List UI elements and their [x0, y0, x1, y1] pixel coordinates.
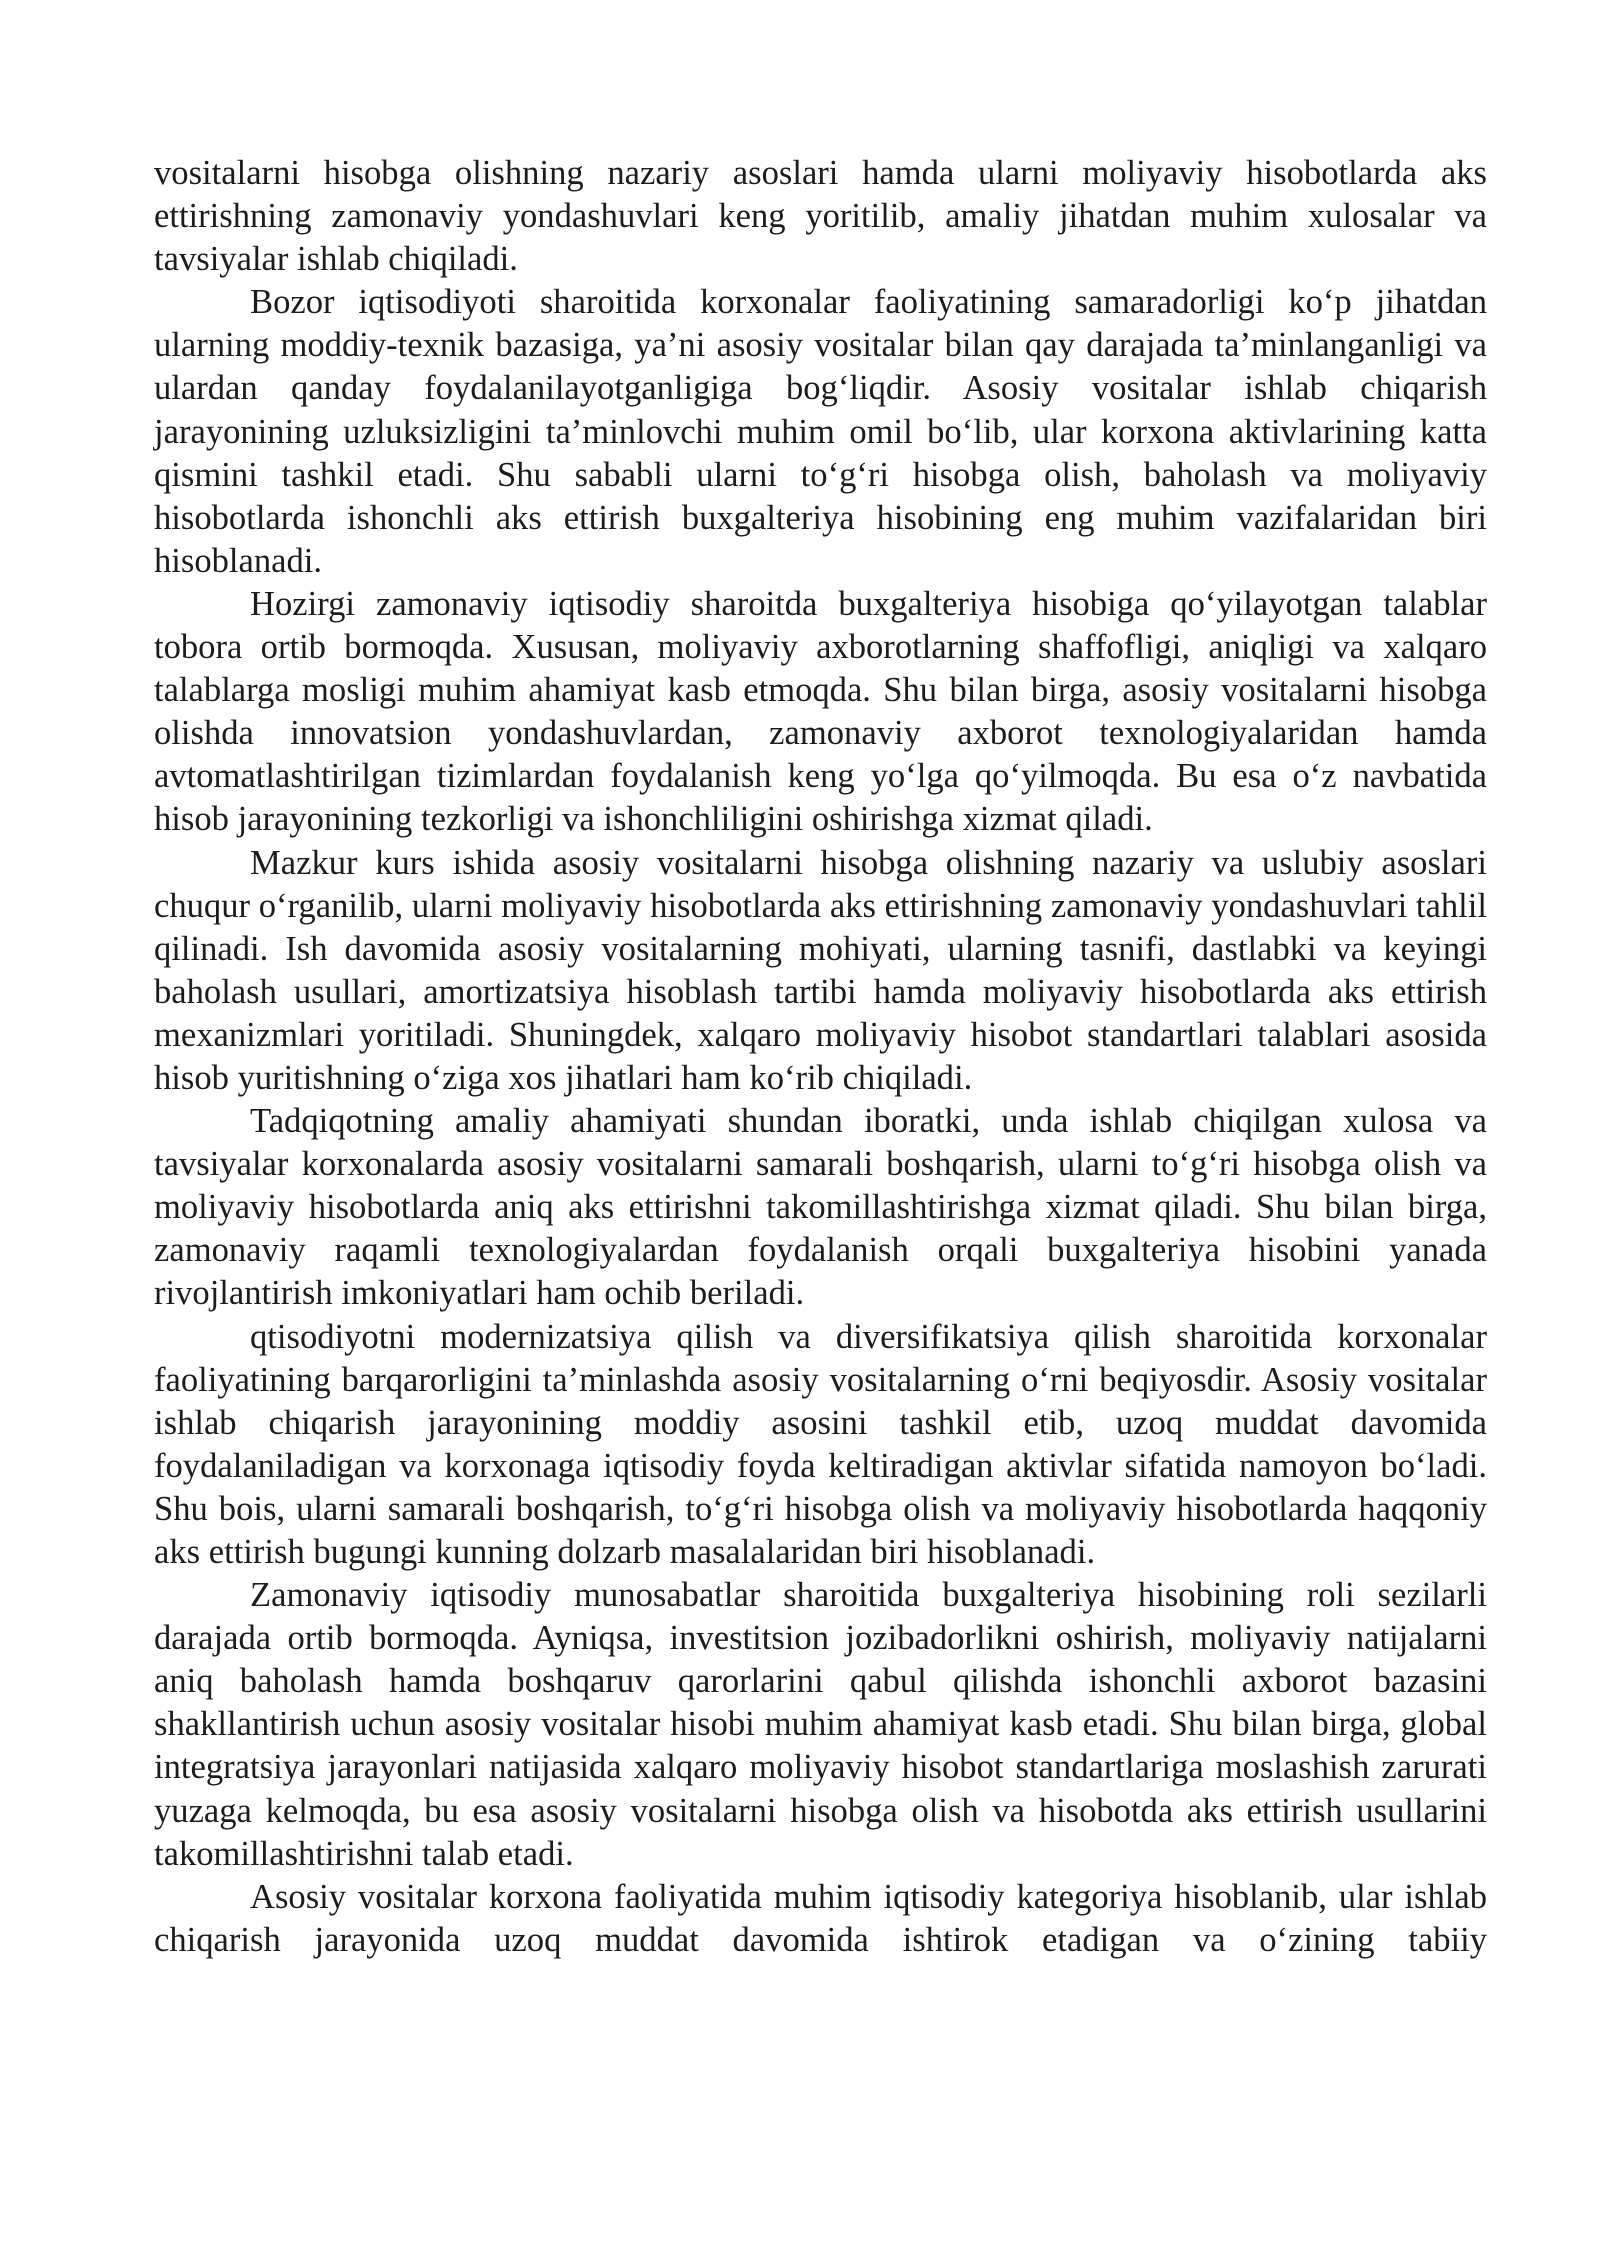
body-paragraph-5: Tadqiqotning amaliy ahamiyati shundan iboratki, unda ishlab chiqilgan xulosa va tavsiyalar korxonalarda asosiy vositalarni samarali boshqarish, ularni to‘g‘ri hisobga olish va moliyaviy hisobotlarda aniq aks ettirishni takomillashtirishga xizmat qiladi. Shu bilan birga, zamonaviy raqamli texnologiyalardan foydalanish orqali buxgalteriya hisobini yanada rivojlantirish imkoniyatlari ham ochib beriladi. [154, 1102, 1487, 1313]
body-paragraph-4: Mazkur kurs ishida asosiy vositalarni hisobga olishning nazariy va uslubiy asoslari chuqur o‘rganilib, ularni moliyaviy hisobotlarda aks ettirishning zamonaviy yondashuvlari tahlil qilinadi. Ish davomida asosiy vositalarning mohiyati, ularning tasnifi, dastlabki va keyingi baholash usullari, amortizatsiya hisoblash tartibi hamda moliyaviy hisobotlarda aks ettirish mexanizmlari yoritiladi. Shuningdek, xalqaro moliyaviy hisobot standartlari talablari asosida hisob yuritishning o‘ziga xos jihatlari ham ko‘rib chiqiladi. [154, 843, 1487, 1097]
body-paragraph-3: Hozirgi zamonaviy iqtisodiy sharoitda buxgalteriya hisobiga qo‘yilayotgan talablar tobora ortib bormoqda. Xususan, moliyaviy axborotlarning shaffofligi, aniqligi va xalqaro talablarga mosligi muhim ahamiyat kasb etmoqda. Shu bilan birga, asosiy vositalarni hisobga olishda innovatsion yondashuvlardan, zamonaviy axborot texnologiyalaridan hamda avtomatlashtirilgan tizimlardan foydalanish keng yo‘lga qo‘yilmoqda. Bu esa o‘z navbatida hisob jarayonining tezkorligi va ishonchliligini oshirishga xizmat qiladi. [154, 584, 1487, 839]
body-paragraph-2: Bozor iqtisodiyoti sharoitida korxonalar faoliyatining samaradorligi ko‘p jihatdan ularning moddiy-texnik bazasiga, ya’ni asosiy vositalar bilan qay darajada ta’minlanganligi va ulardan qanday foydalanilayotganligiga bog‘liqdir. Asosiy vositalar ishlab chiqarish jarayonining uzluksizligini ta’minlovchi muhim omil bo‘lib, ular korxona aktivlarining katta qismini tashkil etadi. Shu sababli ularni to‘g‘ri hisobga olish, baholash va moliyaviy hisobotlarda ishonchli aks ettirish buxgalteriya hisobining eng muhim vazifalaridan biri hisoblanadi. [154, 283, 1487, 580]
body-paragraph-8: Asosiy vositalar korxona faoliyatida muhim iqtisodiy kategoriya hisoblanib, ular ishlab chiqarish jarayonida uzoq muddat davomida ishtirok etadigan va o‘zining tabiiy [154, 1877, 1487, 1959]
body-paragraph-7: Zamonaviy iqtisodiy munosabatlar sharoitida buxgalteriya hisobining roli sezilarli darajada ortib bormoqda. Ayniqsa, investitsion jozibadorlikni oshirish, moliyaviy natijalarni aniq baholash hamda boshqaruv qarorlarini qabul qilishda ishonchli axborot bazasini shakllantirish uchun asosiy vositalar hisobi muhim ahamiyat kasb etadi. Shu bilan birga, global integratsiya jarayonlari natijasida xalqaro moliyaviy hisobot standartlariga moslashish zarurati yuzaga kelmoqda, bu esa asosiy vositalarni hisobga olish va hisobotda aks ettirish usullarini takomillashtirishni talab etadi. [154, 1576, 1487, 1873]
document-page [154, 152, 1487, 1962]
body-paragraph-6: qtisodiyotni modernizatsiya qilish va diversifikatsiya qilish sharoitida korxonalar faoliyatining barqarorligini ta’minlashda asosiy vositalarning o‘rni beqiyosdir. Asosiy vositalar ishlab chiqarish jarayonining moddiy asosini tashkil etib, uzoq muddat davomida foydalaniladigan va korxonaga iqtisodiy foyda keltiradigan aktivlar sifatida namoyon bo‘ladi. Shu bois, ularni samarali boshqarish, to‘g‘ri hisobga olish va moliyaviy hisobotlarda haqqoniy aks ettirish bugungi kunning dolzarb masalalaridan biri hisoblanadi. [154, 1317, 1487, 1571]
body-paragraph-1: vositalarni hisobga olishning nazariy asoslari hamda ularni moliyaviy hisobotlarda aks ettirishning zamonaviy yondashuvlari keng yoritilib, amaliy jihatdan muhim xulosalar va tavsiyalar ishlab chiqiladi. [154, 154, 1487, 279]
